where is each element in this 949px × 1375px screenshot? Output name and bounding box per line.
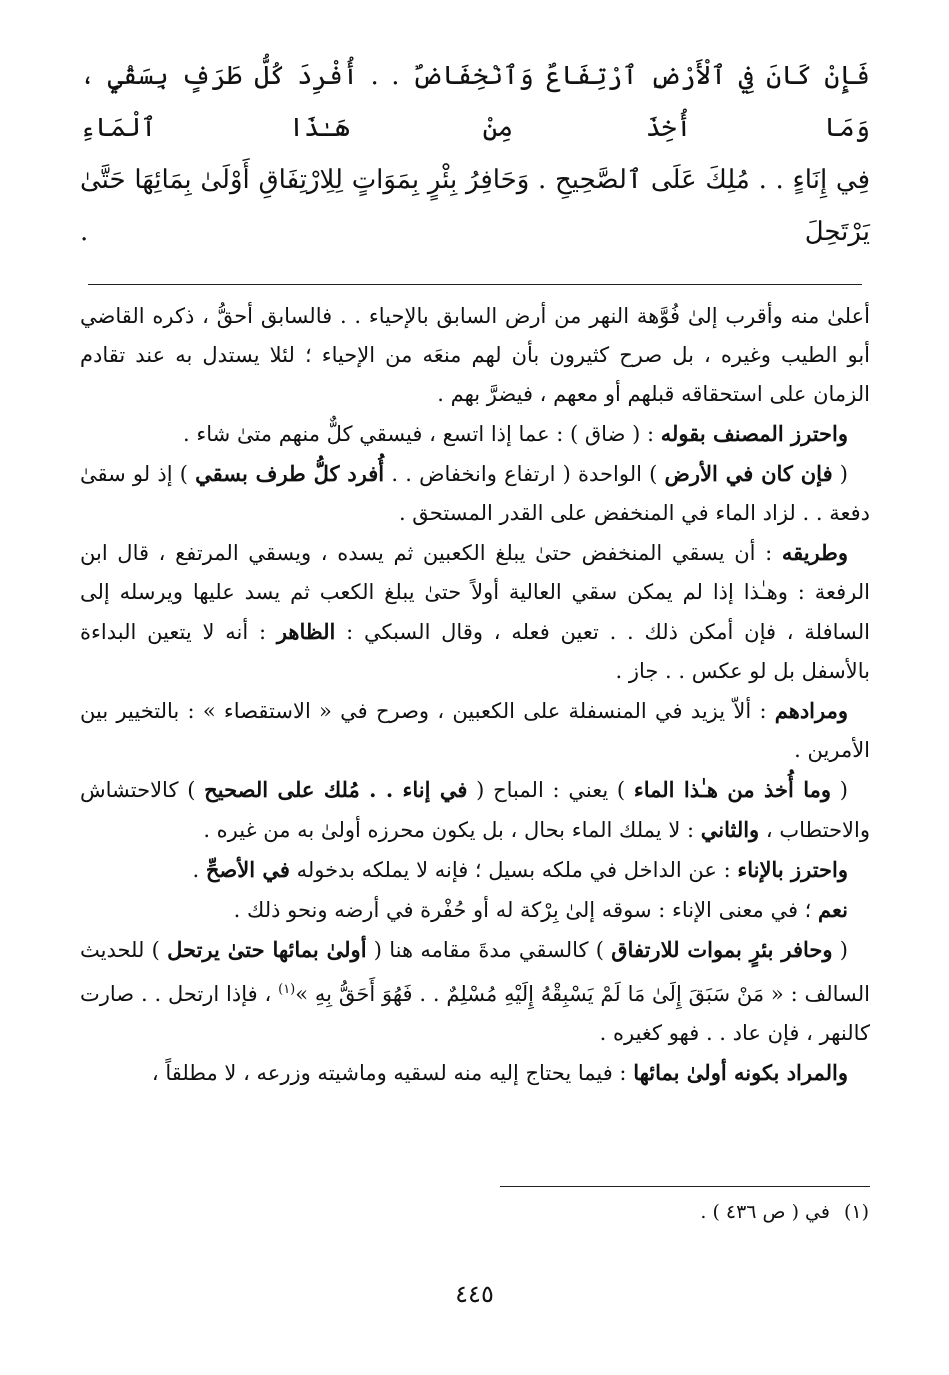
p6-bold-2: في إناء . . مُلك على الصحيح	[204, 777, 468, 802]
p4-rest: : أنه لا يتعين البداءة بالأسفل بل لو عكس . . جاز .	[80, 620, 870, 683]
commentary	[80, 297, 870, 1093]
p8-bold: نعم	[818, 897, 848, 922]
footnote-text: في ( ص ٤٣٦ ) .	[700, 1201, 830, 1223]
paragraph-4	[80, 533, 870, 691]
footnote-number: (١)	[843, 1201, 869, 1223]
p3-bold-1: فإن كان في الأرض	[664, 461, 833, 486]
paragraph-1	[80, 297, 870, 414]
p7-bold: واحترز بالإناء	[737, 857, 848, 882]
paragraph-7	[80, 850, 870, 890]
p9-mid-2: ) للحديث السالف : « مَنْ سَبَقَ إِلَىٰ مَا لَمْ يَسْبِقْهُ إِلَيْهِ مُسْلِمٌ . . فَهُوَ أَحَقُّ بِهِ »	[80, 938, 870, 1006]
paragraph-5	[80, 691, 870, 770]
p7-bold-2: في الأصحِّ	[205, 857, 290, 882]
matn-line-2: فِي إِنَاءٍ . . مُلِكَ عَلَى ٱلصَّحِيحِ . وَحَافِرُ بِئْرٍ بِمَوَاتٍ لِلِارْتِفَاقِ أَوْلَىٰ بِمَائِهَا حَتَّىٰ يَرْتَحِلَ .	[80, 165, 870, 247]
matn-line-1: فَإِنْ كَانَ فِي ٱلْأَرْضِ ٱرْتِفَاعٌ وَٱنْخِفَاضٌ . . أُفْرِدَ كُلُّ طَرَفٍ بِسَقْيٍ ، وَمَا أُخِذَ مِنْ هَـٰذَا ٱلْمَاءِ	[80, 61, 870, 143]
p9-rest: ، فإذا ارتحل . . صارت كالنهر ، فإن عاد . . فهو كغيره .	[80, 982, 870, 1045]
p6-mid: ) يعني : المباح (	[467, 778, 634, 802]
p9-open: (	[832, 938, 848, 962]
p7-rest: .	[192, 858, 206, 882]
paragraph-9	[80, 930, 870, 1053]
page-number: ٤٤٥	[455, 1280, 494, 1308]
p9-bold-1: وحافر بئرٍ بموات للارتفاق	[611, 937, 833, 962]
p3-open: (	[832, 462, 848, 486]
p4-bold: وطريقه	[781, 540, 848, 565]
p7-mid: : عن الداخل في ملكه بسيل ؛ فإنه لا يملكه بدخوله	[289, 858, 738, 882]
p3-rest: ) إذ لو سقىٰ دفعة . . لزاد الماء في المنخفض على القدر المستحق .	[80, 462, 870, 525]
p3-bold-2: أُفرد كلُّ طرف بسقي	[195, 461, 385, 486]
p10-rest: : فيما يحتاج إليه منه لسقيه وماشيته وزرعه ، لا مطلقاً ،	[151, 1061, 634, 1085]
p6-mid-2: ) كالاحتشاش والاحتطاب ،	[80, 778, 870, 842]
p9-mid: ) كالسقي مدةَ مقامه هنا (	[366, 938, 612, 962]
p4-bold-2: الظاهر	[276, 619, 336, 644]
p1-text: أعلىٰ منه وأقرب إلىٰ فُوَّهة النهر من أرض السابق بالإحياء . . فالسابق أحقُّ ، ذكره القاضي أبو الطيب وغيره ، بل صرح كثيرون بأن لهم منعَه من الإحياء ؛ لئلا يستدل به عند تقادم الزمان على استحقاقه قبلهم أو معهم ، فيضرَّ بهم .	[80, 304, 870, 406]
p6-open: (	[831, 778, 848, 802]
p5-rest: : ألاّ يزيد في المنسفلة على الكعبين ، وصرح في « الاستقصاء » : بالتخيير بين الأمرين .	[80, 699, 870, 762]
p8-rest: ؛ في معنى الإناء : سوقه إلىٰ بِرْكة له أو حُفْرة في أرضه ونحو ذلك .	[233, 898, 819, 922]
matn-divider	[88, 284, 862, 285]
footnote	[700, 1196, 869, 1228]
paragraph-6	[80, 770, 870, 850]
footnote-ref[interactable]: (١)	[278, 982, 296, 997]
p10-bold: والمراد بكونه أولىٰ بمائها	[633, 1060, 848, 1085]
p5-bold: ومرادهم	[774, 698, 848, 723]
paragraph-3	[80, 454, 870, 533]
p4-mid: : أن يسقي المنخفض حتىٰ يبلغ الكعبين ثم يسده ، ويسقي المرتفع ، قال ابن الرفعة : وهـٰذا إذا لم يمكن سقي العالية أولاً حتىٰ يبلغ الكعب ثم يسد عليها ويرسله إلى السافلة ، فإن أمكن ذلك . . تعين فعله ، وقال السبكي :	[80, 541, 870, 644]
p6-rest: : لا يملك الماء بحال ، بل يكون محرزه أولىٰ به من غيره .	[203, 818, 701, 842]
p6-bold-3: والثاني	[700, 817, 760, 842]
p3-mid: ) الواحدة ( ارتفاع وانخفاض . .	[384, 462, 665, 486]
paragraph-2	[80, 414, 870, 454]
paragraph-8	[80, 890, 870, 930]
p9-bold-2: أولىٰ بمائها حتىٰ يرتحل	[167, 937, 367, 962]
paragraph-10	[80, 1053, 870, 1093]
footnote-divider	[500, 1186, 870, 1187]
p2-bold: واحترز المصنف بقوله	[660, 421, 848, 446]
p6-bold-1: وما أُخذ من هـٰذا الماء	[633, 777, 832, 802]
page-body	[80, 50, 870, 1093]
p2-text: : ( ضاق ) : عما إذا اتسع ، فيسقي كلٌّ منهم متىٰ شاء .	[183, 422, 661, 446]
